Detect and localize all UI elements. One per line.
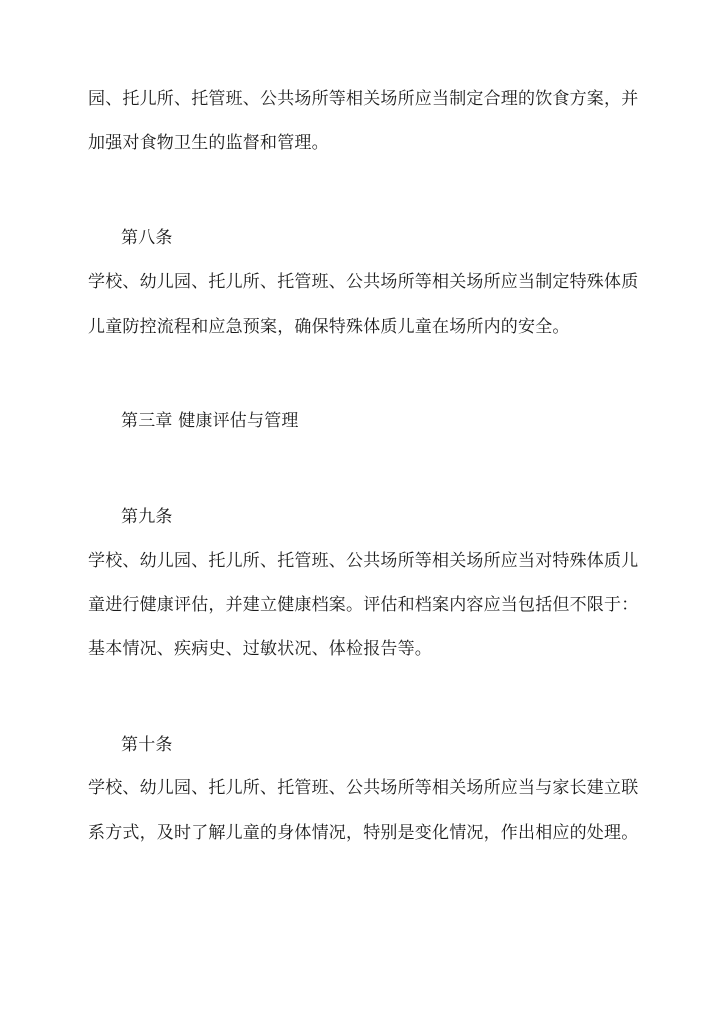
article-9-heading: 第九条 (121, 507, 173, 527)
article-9-line-2: 童进行健康评估，并建立健康档案。评估和档案内容应当包括但不限于： (88, 595, 639, 615)
intro-paragraph-line-2: 加强对食物卫生的监督和管理。 (88, 133, 329, 153)
article-9-line-3: 基本情况、疾病史、过敏状况、体检报告等。 (88, 639, 432, 659)
article-10-heading: 第十条 (121, 735, 173, 755)
article-8-line-1: 学校、幼儿园、托儿所、托管班、公共场所等相关场所应当制定特殊体质 (88, 272, 639, 292)
article-8-line-2: 儿童防控流程和应急预案，确保特殊体质儿童在场所内的安全。 (88, 317, 570, 337)
chapter-3-heading: 第三章 健康评估与管理 (121, 411, 299, 431)
article-10-line-1: 学校、幼儿园、托儿所、托管班、公共场所等相关场所应当与家长建立联 (88, 778, 639, 798)
article-9-line-1: 学校、幼儿园、托儿所、托管班、公共场所等相关场所应当对特殊体质儿 (88, 551, 639, 571)
intro-paragraph-line-1: 园、托儿所、托管班、公共场所等相关场所应当制定合理的饮食方案，并 (88, 89, 639, 109)
article-8-heading: 第八条 (121, 228, 173, 248)
article-10-line-2: 系方式，及时了解儿童的身体情况，特别是变化情况，作出相应的处理。 (88, 823, 639, 843)
